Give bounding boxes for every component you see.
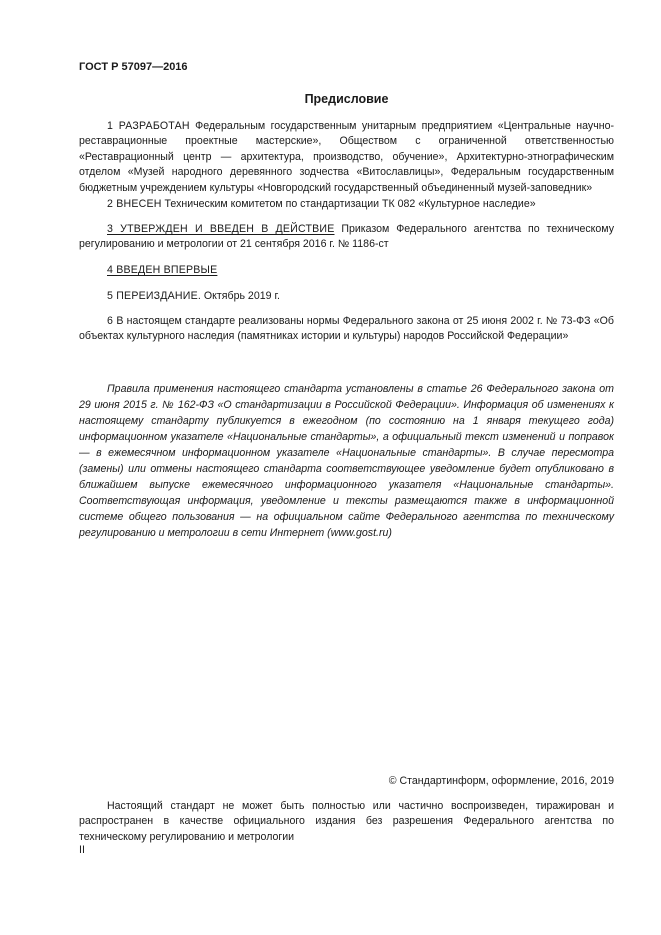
item-6-text: В настоящем стандарте реализованы нормы Федерального закона от 25 июня 2002 г. № 73-ФЗ «Об объектах культурного наследия (памятниках истории и культуры) народов Российской Федерации»: [79, 315, 614, 343]
item-6-lead: 6: [107, 315, 114, 327]
foreword-item-4: [79, 263, 614, 278]
item-5-lead: 5 ПЕРЕИЗДАНИЕ.: [107, 290, 201, 302]
item-3-text: Приказом Федерального агентства по техническому регулированию и метрологии от 21 сентября 2016 г. № 1186-ст: [79, 223, 614, 251]
item-4-lead: 4 ВВЕДЕН ВПЕРВЫЕ: [107, 264, 218, 276]
application-rules-notice: Правила применения настоящего стандарта установлены в статье 26 Федерального закона от 29 июня 2015 г. № 162-ФЗ «О стандартизации в Российской Федерации». Информация об изменениях к настоящему стандарту публикуется в ежегодном (по состоянию на 1 января текущего года) информационном указателе «Национальные стандарты», а официальный текст изменений и поправок — в ежемесячном информационном указателе «Национальные стандарты». В случае пересмотра (замены) или отмены настоящего стандарта соответствующее уведомление будет опубликовано в ближайшем выпуске ежемесячного информационного указателя «Национальные стандарты». Соответствующая информация, уведомление и тексты размещаются также в информационной системе общего пользования — на официальном сайте Федерального агентства по техническому регулированию и метрологии в сети Интернет (www.gost.ru): [79, 383, 614, 539]
copyright-line: © Стандартинформ, оформление, 2016, 2019: [388, 775, 614, 787]
foreword-item-5: [79, 289, 614, 304]
item-1-lead: 1 РАЗРАБОТАН: [107, 120, 190, 132]
item-5-text: Октябрь 2019 г.: [200, 290, 280, 302]
foreword-item-6: [79, 314, 614, 345]
item-1-text: Федеральным государственным унитарным предприятием «Центральные научно-реставрационные проектные мастерские», Обществом с ограниченной ответственностью «Реставрационный центр — архитектура, производство, обучение», Архитектурно-этнографическим отделом «Музей народного деревянного зодчества «Витославлицы», Федеральным государственным бюджетным учреждением культуры «Новгородский государственный объединенный музей-заповедник»: [79, 120, 615, 194]
reproduction-restriction: Настоящий стандарт не может быть полностью или частично воспроизведен, тиражирован и распространен в качестве официального издания без разрешения Федерального агентства по техническому регулированию и метрологии: [79, 800, 614, 843]
foreword-item-2: [79, 197, 614, 212]
page-number: II: [79, 844, 85, 856]
item-2-lead: 2 ВНЕСЕН: [107, 198, 162, 210]
section-title: Предисловие: [304, 92, 389, 106]
standard-code: ГОСТ Р 57097—2016: [79, 61, 188, 73]
item-3-lead: 3 УТВЕРЖДЕН И ВВЕДЕН В ДЕЙСТВИЕ: [107, 223, 335, 235]
item-2-text: Техническим комитетом по стандартизации ТК 082 «Культурное наследие»: [161, 198, 536, 210]
foreword-item-1: [79, 119, 614, 196]
foreword-item-3: [79, 222, 614, 253]
